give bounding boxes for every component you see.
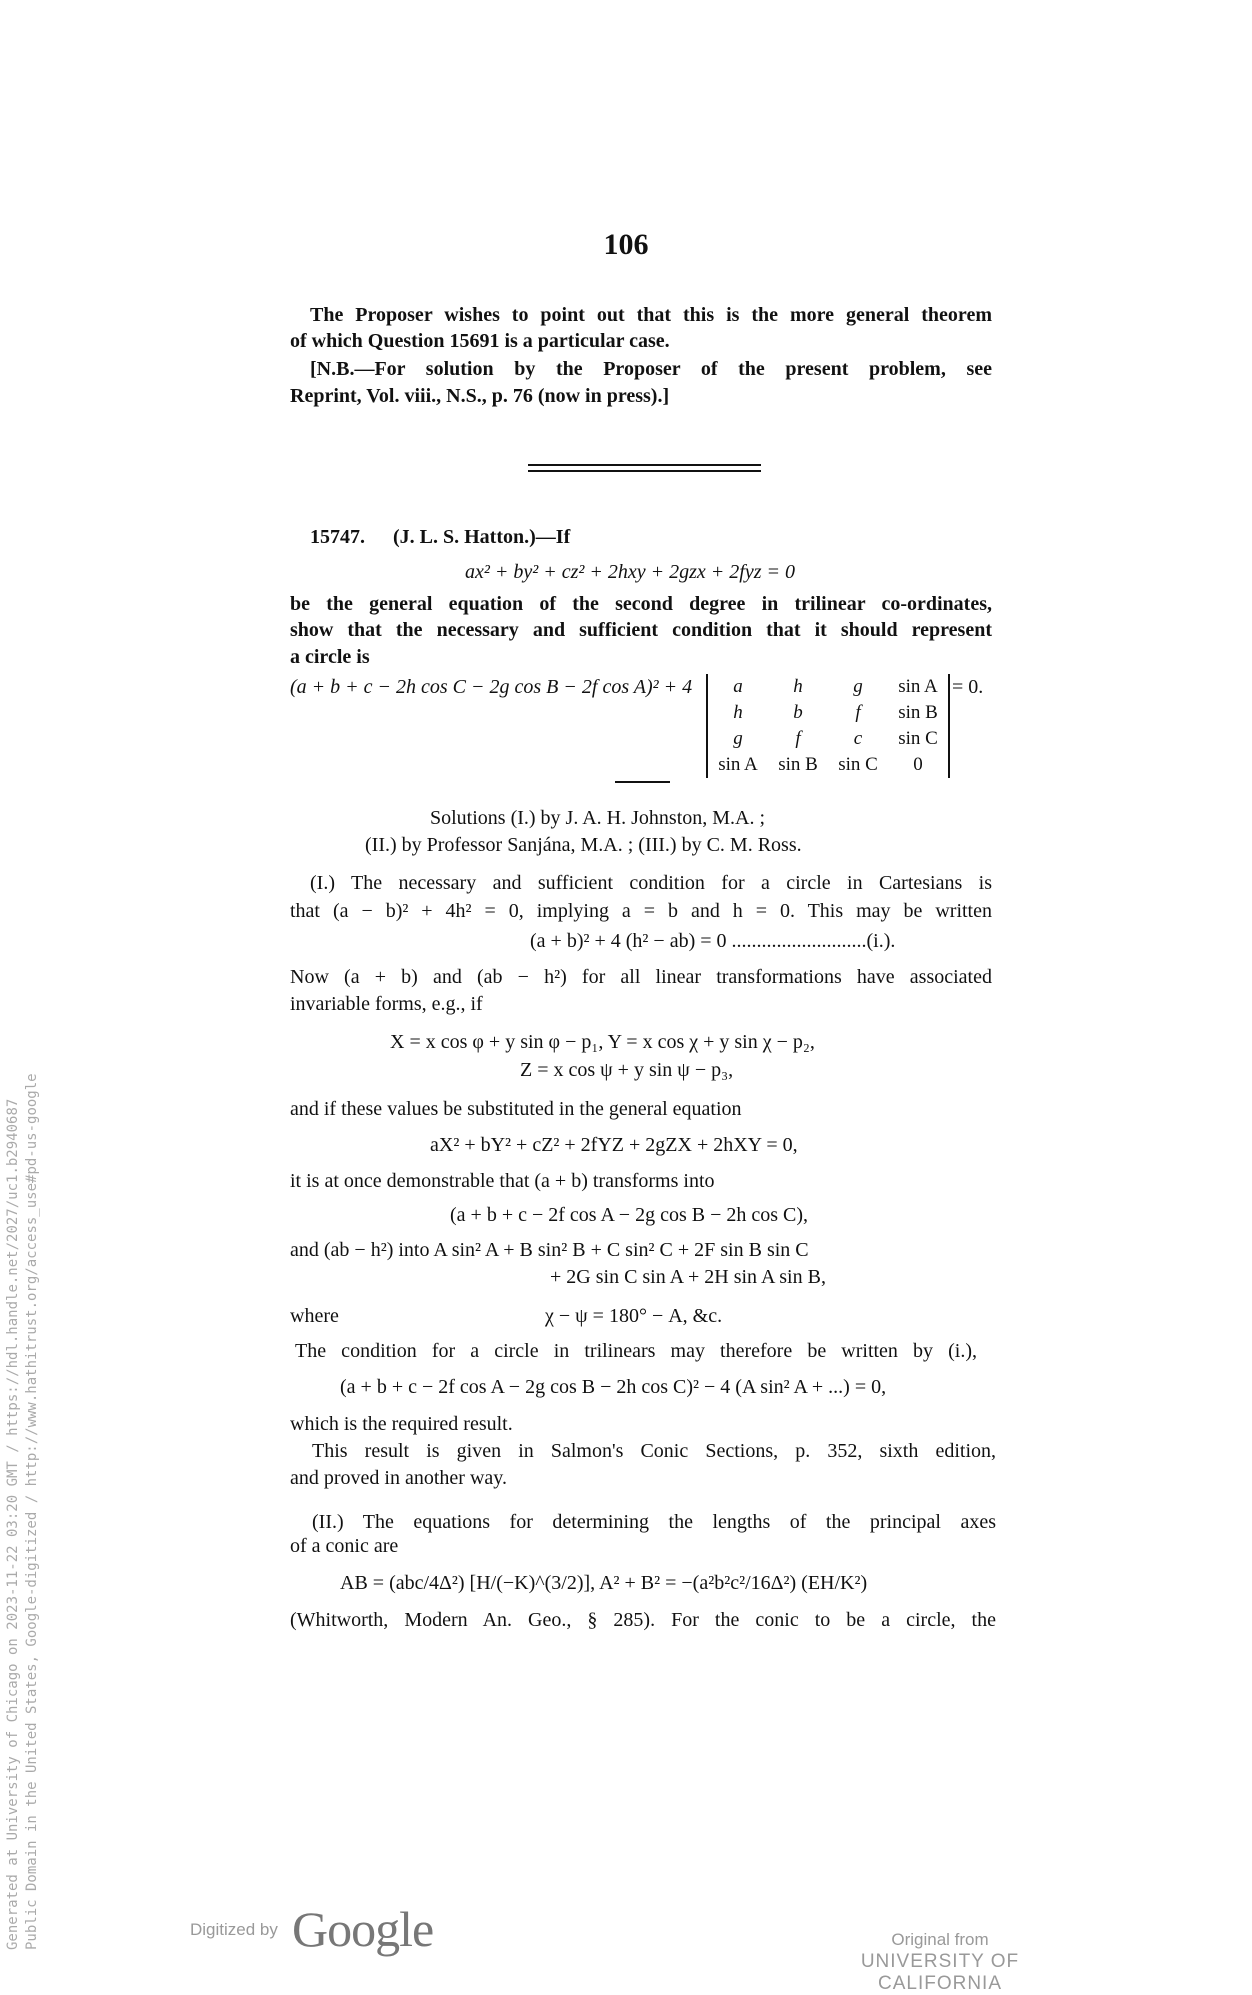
nb-line-2: Reprint, Vol. viii., N.S., p. 76 (now in press).] (290, 385, 670, 407)
matrix-row (708, 674, 948, 700)
digitized-by-label: Digitized by (190, 1920, 278, 1939)
solution-line: where (290, 1305, 339, 1327)
question-body-2: show that the necessary and sufficient condition that it should represent (290, 619, 992, 641)
matrix-cell: b (793, 702, 803, 723)
solution-line: and (ab − h²) into A sin² A + B sin² B + C sin² C + 2F sin B sin C (290, 1239, 809, 1261)
solution-line: (a + b)² + 4 (h² − ab) = 0 ...........................(i.). (530, 930, 896, 952)
solutions-heading-2: (II.) by Professor Sanjána, M.A. ; (III.) by C. M. Ross. (365, 834, 802, 856)
matrix-cell: sin C (898, 728, 938, 749)
question-author: (J. L. S. Hatton.)—If (393, 526, 571, 548)
solution-line: of a conic are (290, 1535, 399, 1557)
solution-line: it is at once demonstrable that (a + b) transforms into (290, 1170, 715, 1192)
solution-line: This result is given in Salmon's Conic Sections, p. 352, sixth edition, (312, 1440, 996, 1462)
solution-line: X = x cos φ + y sin φ − p₁, Y = x cos χ + y sin χ − p₂, (390, 1031, 815, 1053)
original-from-label: Original from (891, 1930, 989, 1949)
matrix-cell: sin A (718, 754, 758, 775)
matrix-cell: c (853, 728, 863, 749)
question-body-3: a circle is (290, 646, 370, 668)
matrix-cell: f (795, 728, 801, 749)
matrix-cell: 0 (913, 754, 923, 775)
solution-line: that (a − b)² + 4h² = 0, implying a = b and h = 0. This may be written (290, 900, 992, 922)
solution-line: Now (a + b) and (ab − h²) for all linear transformations have associated (290, 966, 992, 988)
solution-line: (Whitworth, Modern An. Geo., § 285). For the conic to be a circle, the (290, 1609, 996, 1631)
google-logo: Google (292, 1901, 434, 1957)
solution-line: and if these values be substituted in the general equation (290, 1098, 742, 1120)
watermark-line-2: Public Domain in the United States, Google-digitized / http://www.hathitrust.org/access_use#pd-us-google (24, 1073, 40, 1950)
solution-line: Z = x cos ψ + y sin ψ − p₃, (520, 1059, 734, 1081)
solution-line: aX² + bY² + cZ² + 2fYZ + 2gZX + 2hXY = 0, (430, 1134, 798, 1156)
page-number: 106 (603, 228, 649, 261)
solution-line: (a + b + c − 2f cos A − 2g cos B − 2h cos C)² − 4 (A sin² A + ...) = 0, (340, 1376, 887, 1398)
solution-line: (II.) The equations for determining the lengths of the principal axes (312, 1511, 996, 1533)
question-end-bar (615, 781, 670, 783)
note-line-2: of which Question 15691 is a particular case. (290, 330, 670, 352)
matrix-cell: g (733, 728, 743, 749)
solutions-heading-1: Solutions (I.) by J. A. H. Johnston, M.A. ; (430, 807, 766, 829)
watermark-line-1: Generated at University of Chicago on 2023-11-22 03:20 GMT / https://hdl.handle.net/2027/uc1.b2940687 (5, 1098, 21, 1950)
matrix-cell: sin A (898, 676, 938, 697)
hathitrust-watermark (4, 1073, 42, 1950)
question-number: 15747. (310, 526, 365, 548)
question-body-1: be the general equation of the second degree in trilinear co-ordinates, (290, 593, 992, 615)
matrix-cell: f (855, 702, 861, 723)
solution-line: AB = (abc/4Δ²) [H/(−K)^(3/2)], A² + B² = −(a²b²c²/16Δ²) (EH/K²) (340, 1572, 868, 1594)
matrix-cell: g (853, 676, 863, 697)
equals-zero: = 0. (952, 676, 984, 698)
matrix-cell: h (733, 702, 743, 723)
matrix-cell: sin B (898, 702, 938, 723)
matrix-cell: sin B (778, 754, 818, 775)
solution-line: which is the required result. (290, 1413, 513, 1435)
solution-line: + 2G sin C sin A + 2H sin A sin B, (550, 1266, 826, 1288)
solution-line: and proved in another way. (290, 1467, 507, 1489)
determinant-matrix (706, 674, 950, 778)
question-equation: ax² + by² + cz² + 2hxy + 2gzx + 2fyz = 0 (465, 561, 796, 583)
section-divider-bottom (528, 470, 761, 472)
solution-line: The condition for a circle in trilinears may therefore be written by (i.), (295, 1340, 977, 1362)
matrix-row (708, 726, 948, 752)
matrix-cell: h (793, 676, 803, 697)
solution-line: (a + b + c − 2f cos A − 2g cos B − 2h cos C), (450, 1204, 809, 1226)
solution-line: χ − ψ = 180° − A, &c. (545, 1305, 723, 1327)
solution-line: (I.) The necessary and sufficient condition for a circle in Cartesians is (310, 872, 992, 894)
note-line-1: The Proposer wishes to point out that this is the more general theorem (310, 304, 992, 326)
nb-line-1: [N.B.—For solution by the Proposer of the present problem, see (310, 358, 992, 380)
section-divider-top (528, 464, 761, 466)
circle-condition: (a + b + c − 2h cos C − 2g cos B − 2f cos A)² + 4 (290, 676, 693, 698)
matrix-row (708, 752, 948, 778)
matrix-cell: sin C (838, 754, 878, 775)
solution-line: invariable forms, e.g., if (290, 993, 483, 1015)
matrix-cell: a (733, 676, 743, 697)
university-label: UNIVERSITY OF CALIFORNIA (860, 1951, 1020, 1994)
matrix-row (708, 700, 948, 726)
